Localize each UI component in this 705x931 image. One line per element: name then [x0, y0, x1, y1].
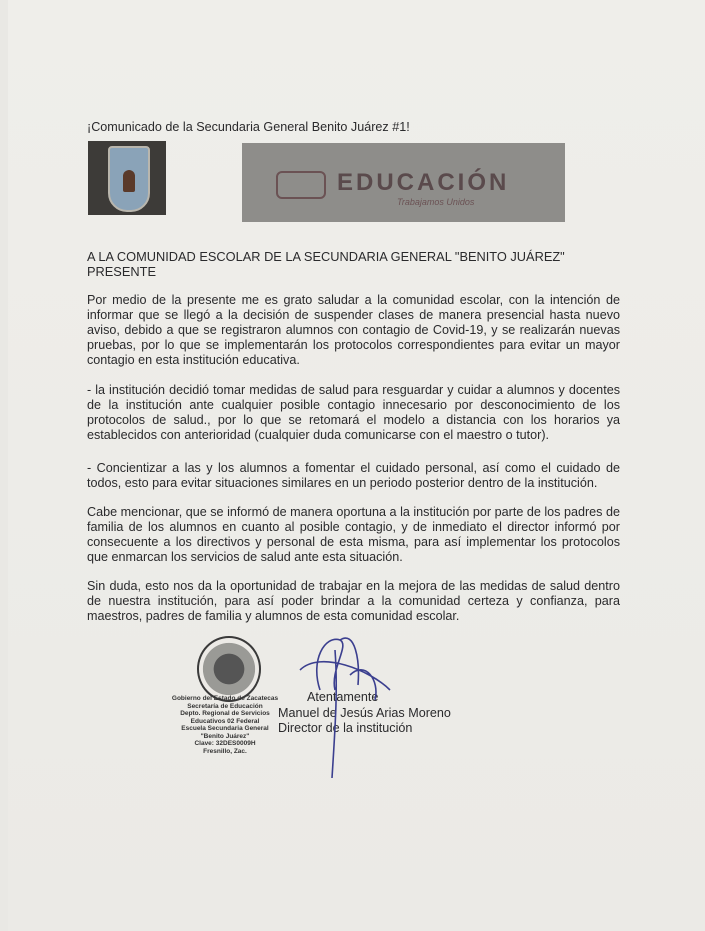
signer-role: Director de la institución [278, 721, 413, 735]
stamp-line: Depto. Regional de Servicios [180, 710, 270, 717]
banner-logo-text: EDUCACIÓN [337, 169, 510, 196]
mexico-seal-stamp [197, 636, 261, 702]
stamp-line: Secretaría de Educación [187, 702, 263, 710]
paragraph: - la institución decidió tomar medidas de salud para resguardar y cuidar a alumnos y docentes de la institución ante cualquier posible contagio innecesario por desconocimiento de los protocolos de salud., por lo que se retomará el modelo a distancia con los horarios ya establecidos con anterioridad (cualquier duda comunicarse con el maestro o tutor). [87, 383, 620, 442]
education-banner-logo [242, 143, 565, 222]
stamp-line: Clave: 32DES0009H [194, 740, 256, 747]
paragraph: Por medio de la presente me es grato saludar a la comunidad escolar, con la intención de informar que se llegó a la decisión de suspender clases de manera presencial hasta nuevo aviso, debido a que se registraron alumnos con contagio de Covid-19, y se realizarán nuevas pruebas, por lo que se implementarán los protocolos correspondientes para evitar un mayor contagio en esta institución educativa. [87, 293, 620, 367]
stamp-line: Fresnillo, Zac. [203, 747, 247, 755]
stamp-line: "Benito Juárez" [200, 732, 250, 740]
greeting [87, 249, 620, 279]
stamp-line: Gobierno del Estado de Zacatecas [171, 695, 279, 702]
school-shield-logo [88, 141, 166, 215]
official-stamp-text [165, 695, 285, 755]
document-title: ¡Comunicado de la Secundaria General Benito Juárez #1! [87, 120, 410, 134]
education-emblem-icon [276, 171, 326, 199]
paragraph: Cabe mencionar, que se informó de manera oportuna a la institución por parte de los padres de familia de los alumnos en cuanto al posible contagio, y de inmediato el director informó por consecuente a los directivos y personal de esta misma, para así implementar los protocolos que enmarcan los servicios de salud ante esta situación. [87, 505, 620, 564]
handwritten-signature [280, 630, 420, 780]
banner-tagline: Trabajamos Unidos [397, 197, 475, 207]
stamp-line: Educativos 02 Federal [190, 717, 260, 725]
stamp-line: Escuela Secundaria General [181, 725, 269, 732]
paragraph: - Concientizar a las y los alumnos a fomentar el cuidado personal, así como el cuidado de todos, esto para evitar situaciones similares en un periodo posterior dentro de la institución. [87, 461, 620, 490]
greeting-line: PRESENTE [87, 264, 156, 279]
paragraph: Sin duda, esto nos da la oportunidad de trabajar en la mejora de las medidas de salud dentro de nuestra institución, para así poder brindar a la comunidad certeza y confianza, para maestros, padres de familia y alumnos de esta comunidad escolar. [87, 579, 620, 623]
greeting-line: A LA COMUNIDAD ESCOLAR DE LA SECUNDARIA GENERAL "BENITO JUÁREZ" [87, 249, 565, 264]
closing: Atentamente [307, 690, 379, 704]
signer-name: Manuel de Jesús Arias Moreno [278, 706, 451, 720]
